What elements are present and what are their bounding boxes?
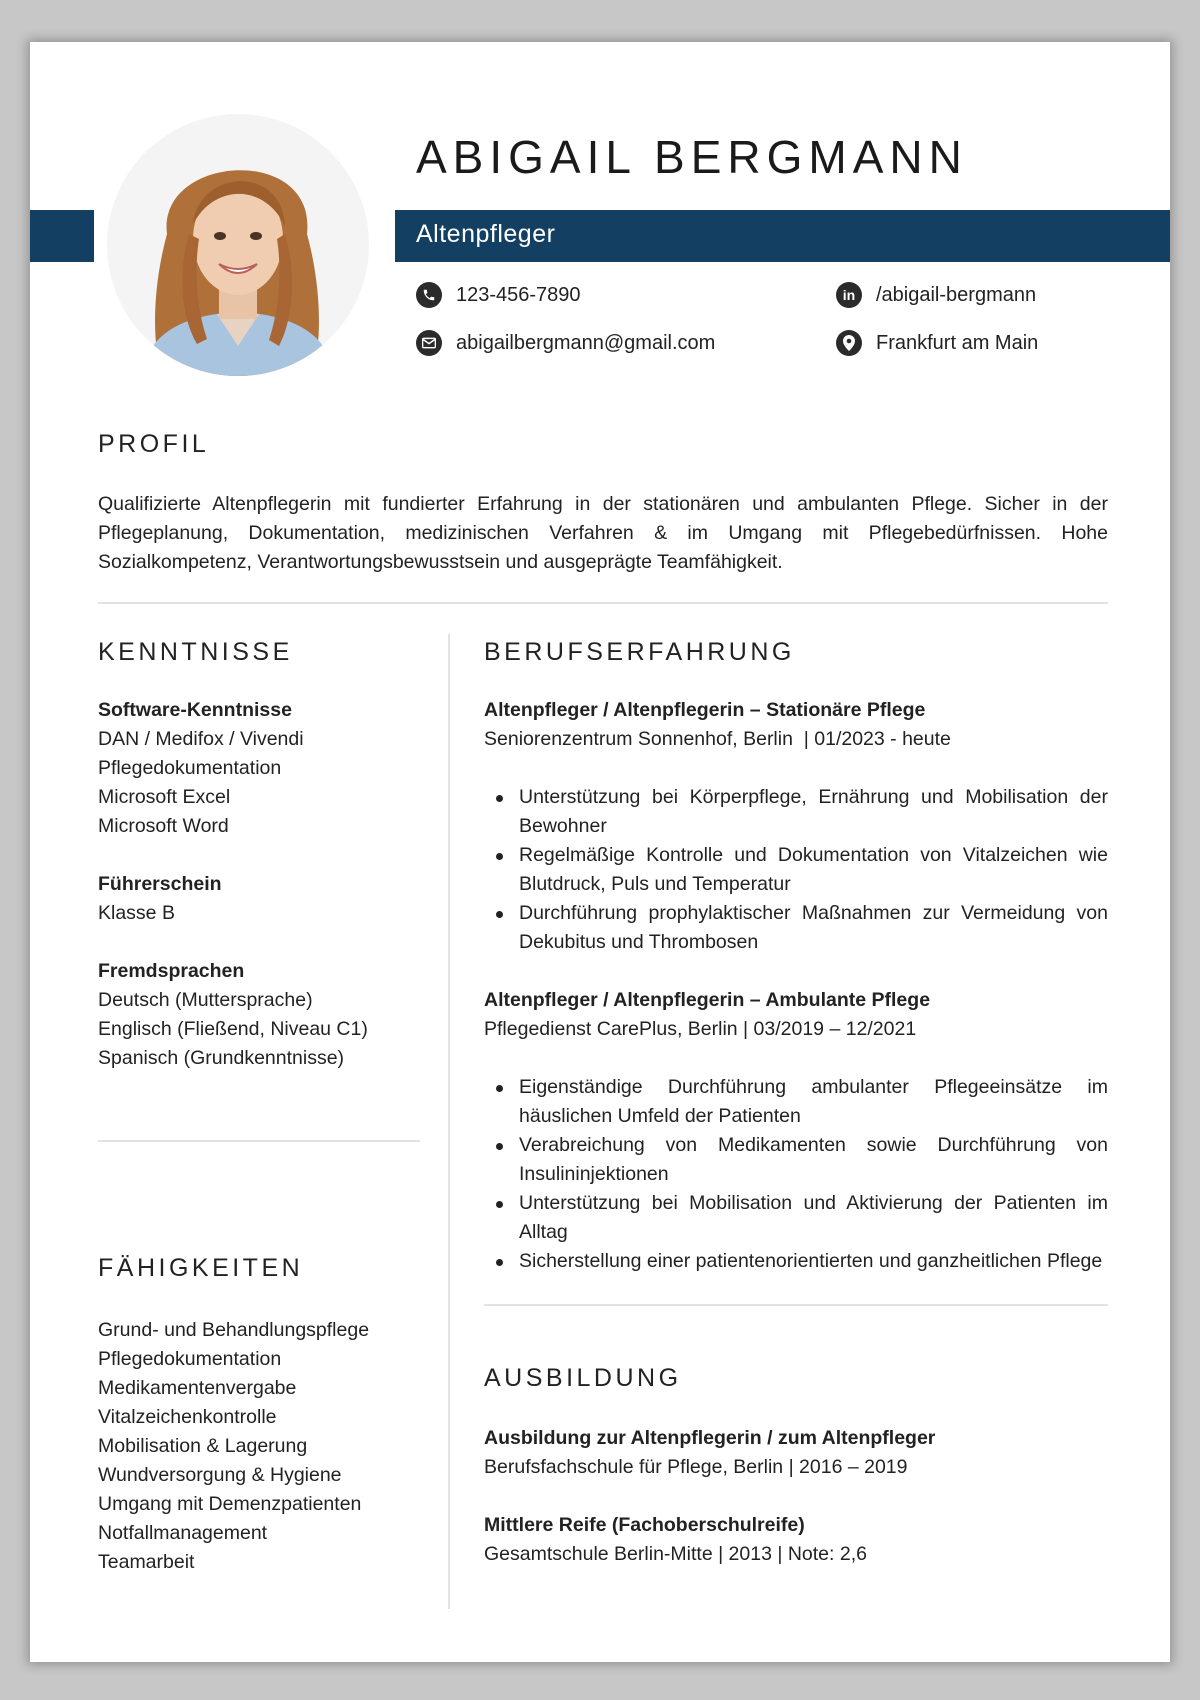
skill-item: Pflegedokumentation bbox=[98, 757, 282, 779]
job-bullet: Sicherstellung einer patientenorientierten und ganzheitlichen Pflege bbox=[484, 1247, 1108, 1276]
skill-group-heading: Fremdsprachen bbox=[98, 960, 245, 982]
skill-item: Englisch (Fließend, Niveau C1) bbox=[98, 1018, 368, 1040]
job-title: Altenpfleger bbox=[416, 220, 556, 248]
contact-email[interactable] bbox=[416, 330, 715, 356]
job-place: Pflegedienst CarePlus, Berlin | 03/2019 – 12/2021 bbox=[484, 1018, 917, 1040]
skill-group bbox=[98, 957, 428, 1073]
education-entry bbox=[484, 1424, 1108, 1482]
skill-item: DAN / Medifox / Vivendi bbox=[98, 728, 304, 750]
abilities-list bbox=[98, 1316, 428, 1577]
experience-section bbox=[484, 696, 1108, 1276]
education-entry bbox=[484, 1511, 1108, 1569]
skill-group bbox=[98, 696, 428, 841]
divider bbox=[484, 1304, 1108, 1306]
divider bbox=[98, 1140, 420, 1142]
phone-icon bbox=[416, 282, 442, 308]
ability-item: Notfallmanagement bbox=[98, 1522, 268, 1544]
section-title-experience: BERUFSERFAHRUNG bbox=[484, 638, 795, 666]
column-divider bbox=[448, 634, 450, 1609]
ability-item: Mobilisation & Lagerung bbox=[98, 1435, 308, 1457]
job-bullet: Verabreichung von Medikamenten sowie Durchführung von Insulininjektionen bbox=[484, 1131, 1108, 1189]
skill-group bbox=[98, 870, 428, 928]
education-degree: Ausbildung zur Altenpflegerin / zum Altenpfleger bbox=[484, 1427, 936, 1449]
section-title-skills: KENNTNISSE bbox=[98, 638, 293, 666]
section-title-abilities: FÄHIGKEITEN bbox=[98, 1254, 304, 1282]
profile-text: Qualifizierte Altenpflegerin mit fundierter Erfahrung in der stationären und ambulanten Pflege. Sicher in der Pflegeplanung, Dokumentation, medizinischen Verfahren & im Umgang mit Pflegebedürfnissen. Hohe Sozialkompetenz, Verantwortungsbewusstsein und ausgeprägte Teamfähigkeit. bbox=[98, 493, 1108, 573]
education-details: Gesamtschule Berlin-Mitte | 2013 | Note: 2,6 bbox=[484, 1543, 867, 1565]
ability-item: Pflegedokumentation bbox=[98, 1348, 282, 1370]
job-bullet: Regelmäßige Kontrolle und Dokumentation von Vitalzeichen wie Blutdruck, Puls und Temperatur bbox=[484, 841, 1108, 899]
job-place: Seniorenzentrum Sonnenhof, Berlin | 01/2023 - heute bbox=[484, 728, 951, 750]
linkedin-icon: in bbox=[836, 282, 862, 308]
skill-group-heading: Software-Kenntnisse bbox=[98, 699, 292, 721]
phone-text: 123-456-7890 bbox=[456, 283, 581, 306]
job-bullet: Unterstützung bei Körperpflege, Ernährung und Mobilisation der Bewohner bbox=[484, 783, 1108, 841]
skill-item: Microsoft Excel bbox=[98, 786, 231, 808]
resume-page bbox=[30, 42, 1170, 1662]
skill-group-heading: Führerschein bbox=[98, 873, 222, 895]
ability-item: Teamarbeit bbox=[98, 1551, 195, 1573]
skill-item: Klasse B bbox=[98, 902, 175, 924]
mail-icon bbox=[416, 330, 442, 356]
job-bullet: Unterstützung bei Mobilisation und Aktivierung der Patienten im Alltag bbox=[484, 1189, 1108, 1247]
contact-linkedin[interactable] bbox=[836, 282, 1036, 308]
divider bbox=[98, 602, 1108, 604]
location-pin-icon bbox=[836, 330, 862, 356]
section-title-education: AUSBILDUNG bbox=[484, 1364, 682, 1392]
job-role: Altenpfleger / Altenpflegerin – Stationäre Pflege bbox=[484, 699, 926, 721]
education-degree: Mittlere Reife (Fachoberschulreife) bbox=[484, 1514, 805, 1536]
ability-item: Wundversorgung & Hygiene bbox=[98, 1464, 342, 1486]
contact-location bbox=[836, 330, 1038, 356]
ability-item: Medikamentenvergabe bbox=[98, 1377, 297, 1399]
job-bullets bbox=[484, 1073, 1108, 1276]
ability-item: Umgang mit Demenzpatienten bbox=[98, 1493, 362, 1515]
skill-item: Deutsch (Muttersprache) bbox=[98, 989, 313, 1011]
job-bullet: Durchführung prophylaktischer Maßnahmen zur Vermeidung von Dekubitus und Thrombosen bbox=[484, 899, 1108, 957]
skills-section bbox=[98, 696, 428, 1102]
section-title-profile: PROFIL bbox=[98, 430, 210, 458]
skill-item: Spanisch (Grundkenntnisse) bbox=[98, 1047, 345, 1069]
education-details: Berufsfachschule für Pflege, Berlin | 2016 – 2019 bbox=[484, 1456, 908, 1478]
linkedin-text: /abigail-bergmann bbox=[876, 283, 1037, 306]
contact-phone[interactable] bbox=[416, 282, 581, 308]
email-text: abigailbergmann@gmail.com bbox=[456, 331, 716, 354]
location-text: Frankfurt am Main bbox=[876, 331, 1039, 354]
ability-item: Vitalzeichenkontrolle bbox=[98, 1406, 277, 1428]
education-section bbox=[484, 1424, 1108, 1569]
ability-item: Grund- und Behandlungspflege bbox=[98, 1319, 370, 1341]
job-role: Altenpfleger / Altenpflegerin – Ambulante Pflege bbox=[484, 989, 931, 1011]
skill-item: Microsoft Word bbox=[98, 815, 229, 837]
job-entry bbox=[484, 986, 1108, 1044]
job-bullet: Eigenständige Durchführung ambulanter Pflegeeinsätze im häuslichen Umfeld der Patienten bbox=[484, 1073, 1108, 1131]
job-bullets bbox=[484, 783, 1108, 957]
candidate-name: ABIGAIL BERGMANN bbox=[416, 131, 968, 183]
header-band-left bbox=[30, 210, 94, 262]
profile-photo bbox=[107, 114, 369, 376]
job-entry bbox=[484, 696, 1108, 754]
